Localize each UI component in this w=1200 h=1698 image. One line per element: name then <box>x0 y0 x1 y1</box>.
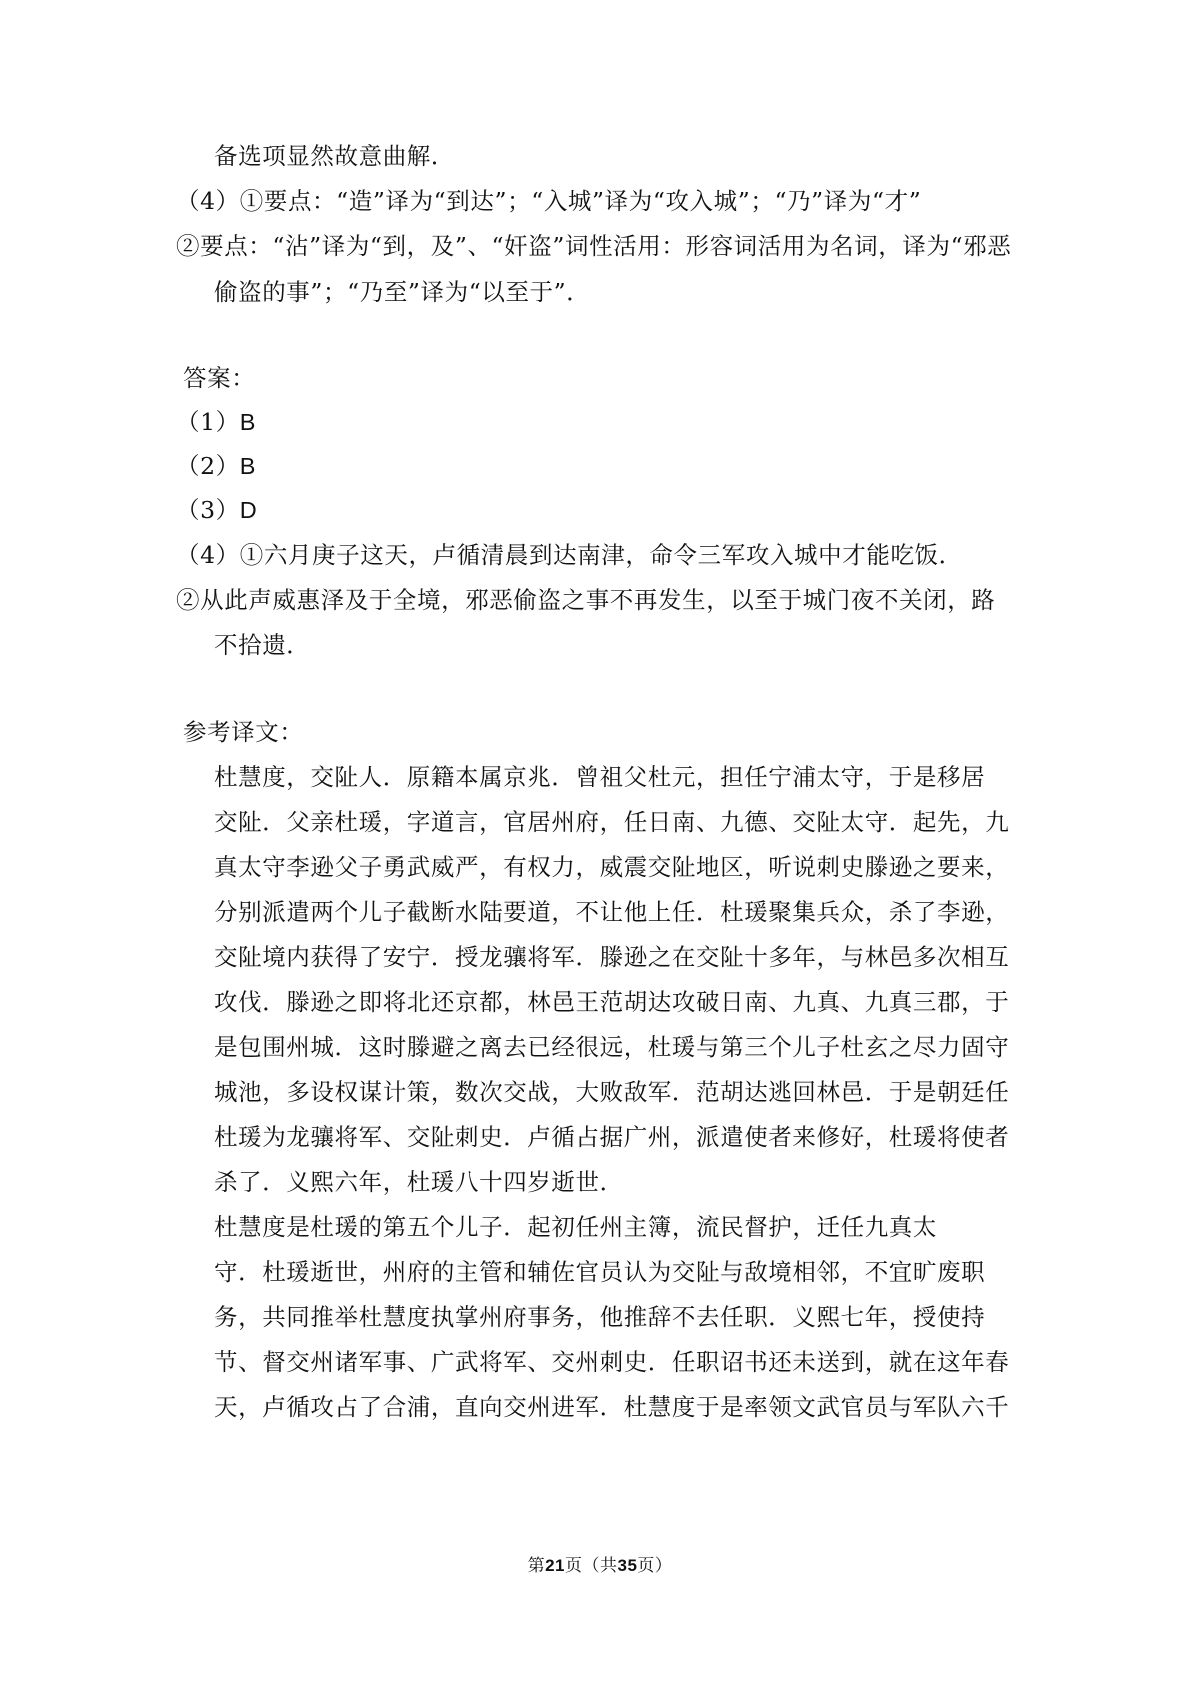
translation-line: 杜瑗为龙骧将军、交阯刺史．卢循占据广州，派遣使者来修好，杜瑗将使者 <box>214 1123 1010 1151</box>
q4-point-2-line-1: ②要点：“沾”译为“到，及”、“奸盗”词性活用：形容词活用为名词，译为“邪恶 <box>176 232 1012 260</box>
answers-heading: 答案： <box>183 364 256 392</box>
answer-2-label: （2） <box>176 452 240 480</box>
translation-line: 务，共同推举杜慧度执掌州府事务，他推辞不去任职．义熙七年，授使持 <box>214 1303 986 1331</box>
q4-point-2-line-2: 偷盗的事”；“乃至”译为“以至于”． <box>214 278 591 306</box>
answer-1-label: （1） <box>176 408 240 436</box>
translation-line: 杀了．义熙六年，杜瑗八十四岁逝世． <box>214 1168 624 1196</box>
translation-line: 交阯．父亲杜瑗，字道言，官居州府，任日南、九德、交阯太守．起先，九 <box>214 808 1010 836</box>
answer-2 <box>176 450 256 482</box>
answer-4-line-2: ②从此声威惠泽及于全境，邪恶偷盗之事不再发生，以至于城门夜不关闭，路 <box>176 586 996 614</box>
answer-3 <box>176 494 257 526</box>
translation-line: 守．杜瑗逝世，州府的主管和辅佐官员认为交阯与敌境相邻，不宜旷废职 <box>214 1258 986 1286</box>
translation-line: 天，卢循攻占了合浦，直向交州进军．杜慧度于是率领文武官员与军队六千 <box>214 1393 1010 1421</box>
answer-2-value: B <box>239 453 257 479</box>
translation-line: 是包围州城．这时滕避之离去已经很远，杜瑗与第三个儿子杜玄之尽力固守 <box>214 1033 1010 1061</box>
translation-line: 杜慧度，交阯人．原籍本属京兆．曾祖父杜元，担任宁浦太守，于是移居 <box>214 763 986 791</box>
translation-line: 攻伐．滕逊之即将北还京都，林邑王范胡达攻破日南、九真、九真三郡，于 <box>214 988 1010 1016</box>
footer-suffix: 页） <box>637 1556 673 1576</box>
answer-4-line-1: （4）①六月庚子这天，卢循清晨到达南津，命令三军攻入城中才能吃饭． <box>176 541 963 569</box>
translation-line: 节、督交州诸军事、广武将军、交州刺史．任职诏书还未送到，就在这年春 <box>214 1348 1010 1376</box>
translation-line: 分别派遣两个儿子截断水陆要道，不让他上任．杜瑗聚集兵众，杀了李逊， <box>214 898 1010 926</box>
page-footer <box>0 1554 1200 1578</box>
footer-prefix: 第 <box>527 1556 546 1576</box>
answer-1 <box>176 406 256 438</box>
footer-page-number: 21 <box>545 1556 565 1575</box>
translation-heading: 参考译文： <box>183 718 304 746</box>
answer-4-line-3: 不拾遗． <box>214 631 311 659</box>
analysis-continuation: 备选项显然故意曲解． <box>214 142 455 170</box>
translation-line: 杜慧度是杜瑗的第五个儿子．起初任州主簿，流民督护，迁任九真太 <box>214 1213 937 1241</box>
answer-3-label: （3） <box>176 496 240 524</box>
answer-3-value: D <box>239 497 258 523</box>
q4-point-1: （4）①要点：“造”译为“到达”；“入城”译为“攻入城”；“乃”译为“才” <box>176 187 922 215</box>
footer-total-pages: 35 <box>617 1556 638 1575</box>
translation-line: 城池，多设权谋计策，数次交战，大败敌军．范胡达逃回林邑．于是朝廷任 <box>214 1078 1010 1106</box>
answer-1-value: B <box>239 409 257 435</box>
translation-line: 交阯境内获得了安宁．授龙骧将军．滕逊之在交阯十多年，与林邑多次相互 <box>214 943 1010 971</box>
footer-middle: 页（共 <box>565 1556 618 1576</box>
translation-line: 真太守李逊父子勇武威严，有权力，威震交阯地区，听说刺史滕逊之要来， <box>214 853 1010 881</box>
